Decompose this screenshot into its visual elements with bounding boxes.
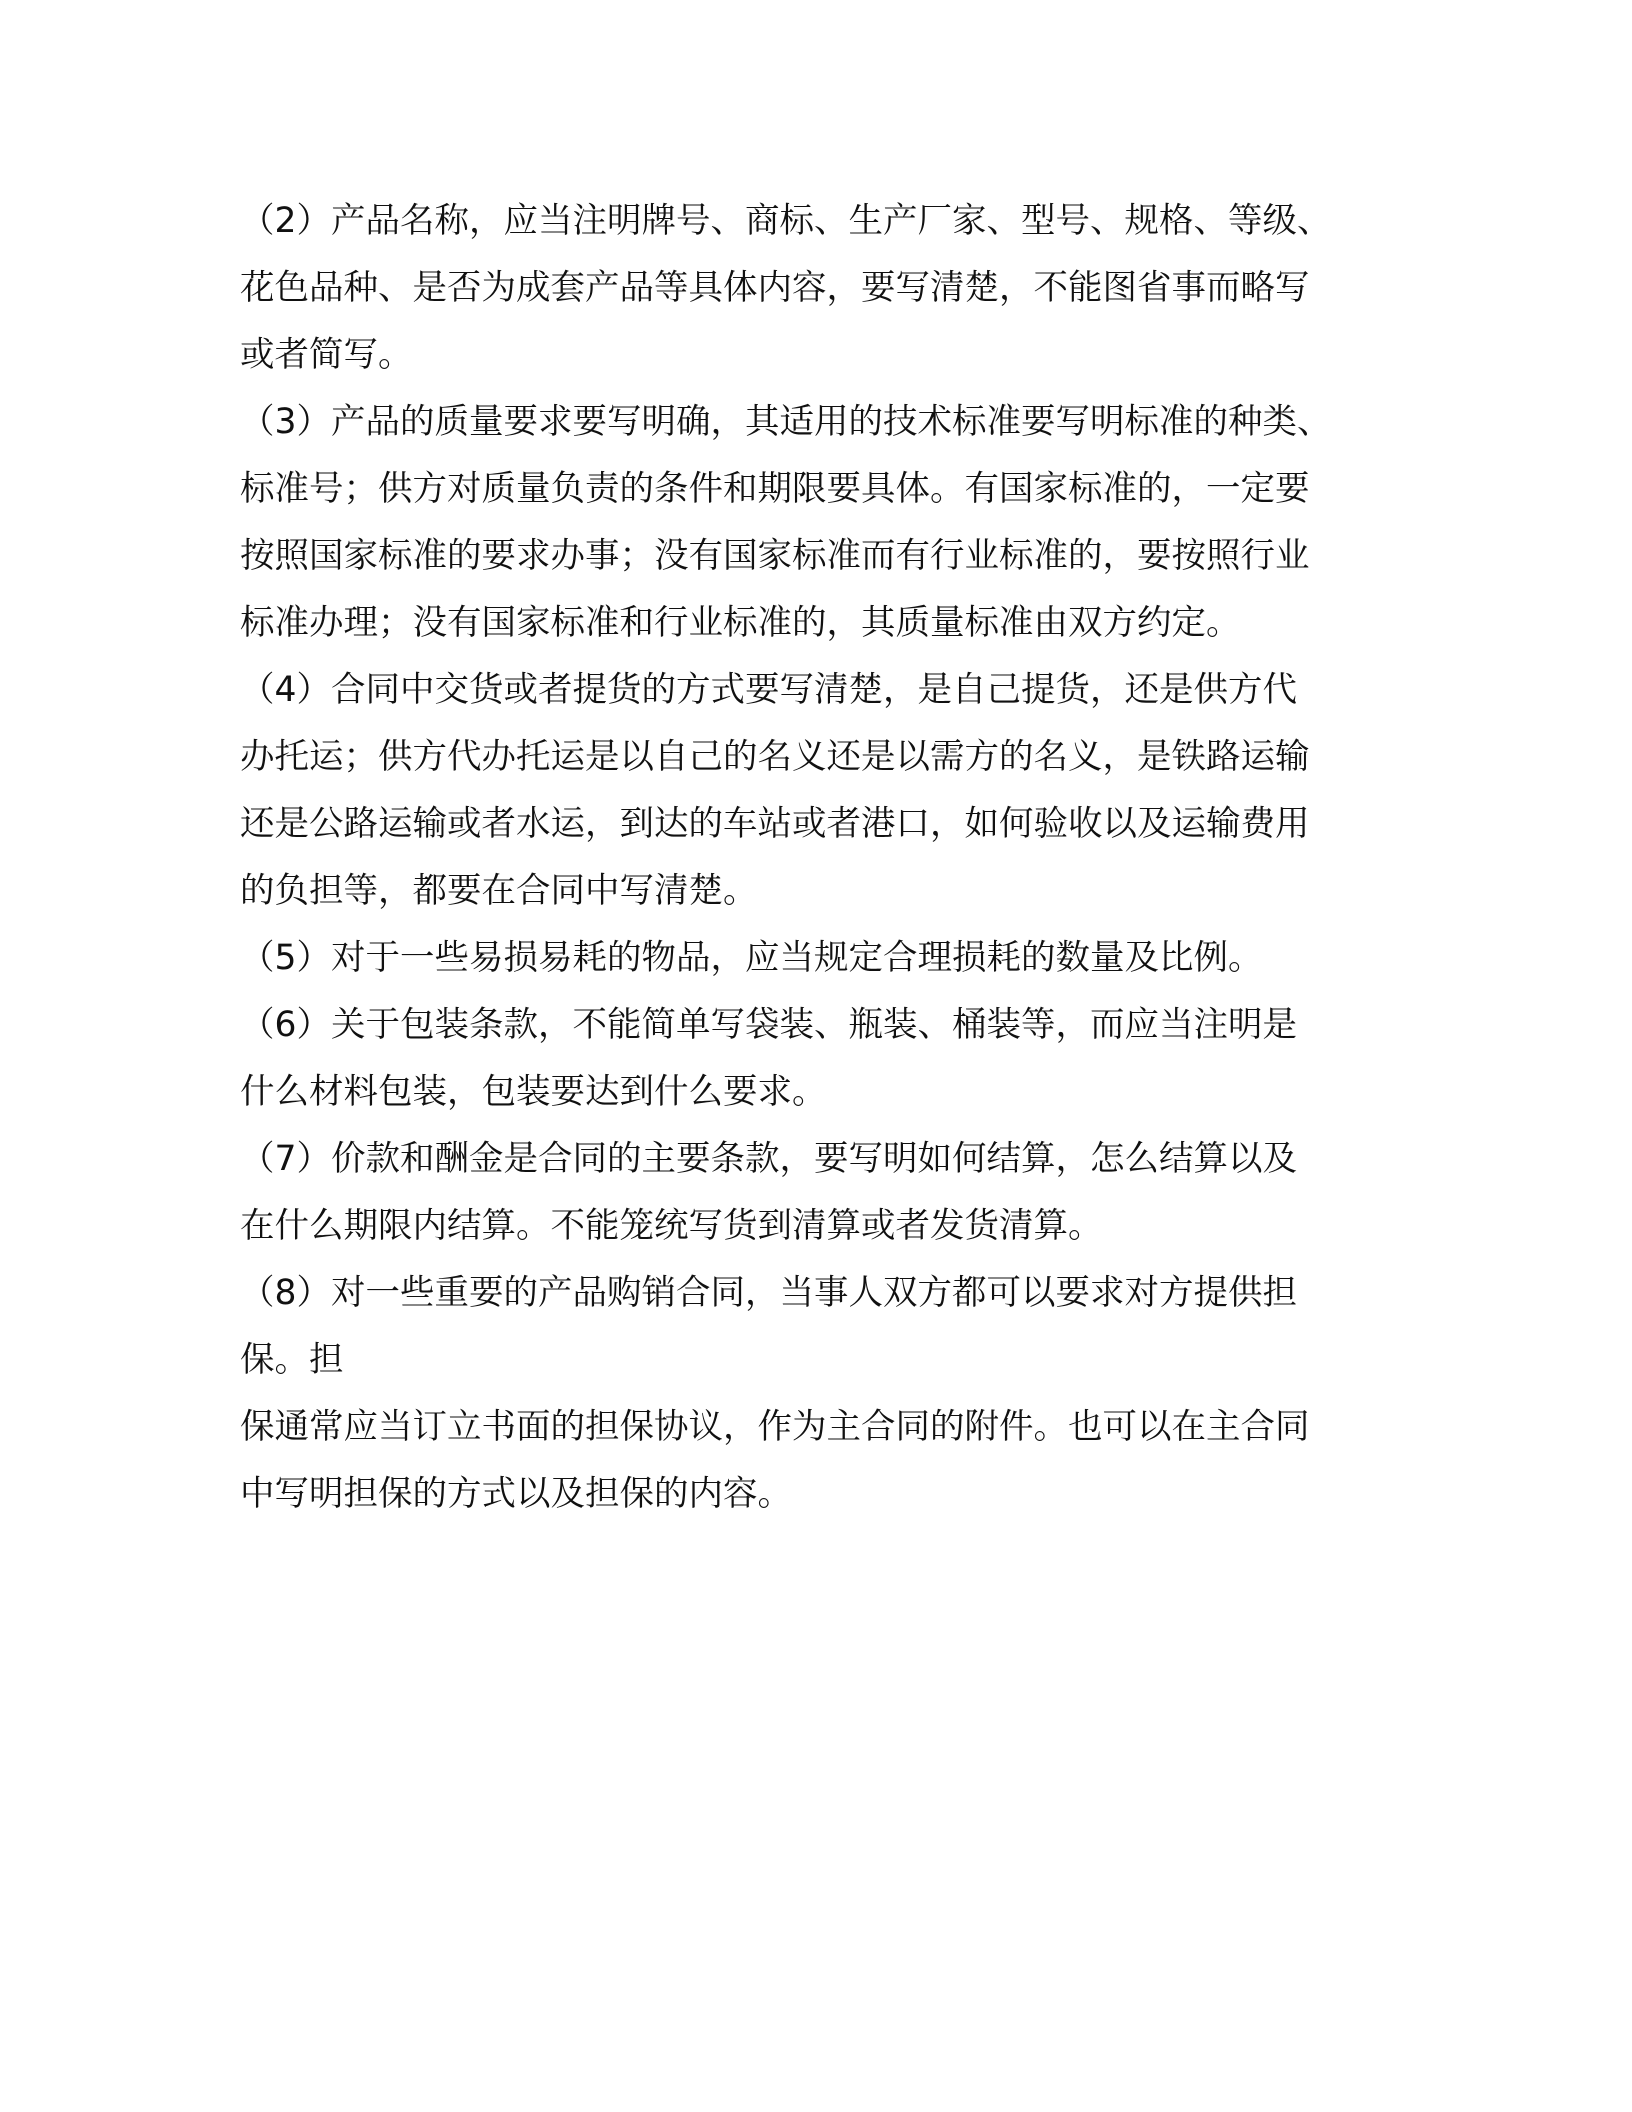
text-line: 按照国家标准的要求办事；没有国家标准而有行业标准的，要按照行业 [240,536,1310,576]
text-line: 中写明担保的方式以及担保的内容。 [240,1474,792,1514]
text-line: 花色品种、是否为成套产品等具体内容，要写清楚，不能图省事而略写 [240,268,1310,308]
text-line: 办托运；供方代办托运是以自己的名义还是以需方的名义，是铁路运输 [240,737,1310,777]
text-line: 在什么期限内结算。不能笼统写货到清算或者发货清算。 [240,1206,1103,1246]
text-line: （5）对于一些易损易耗的物品，应当规定合理损耗的数量及比例。 [240,938,1263,978]
paragraph-2 [240,188,1392,389]
text-line: 或者简写。 [240,335,413,375]
document-body [240,188,1392,1528]
paragraph-5 [240,925,1392,992]
text-line: 还是公路运输或者水运，到达的车站或者港口，如何验收以及运输费用 [240,804,1310,844]
text-line: 标准号；供方对质量负责的条件和期限要具体。有国家标准的，一定要 [240,469,1310,509]
text-line: 保。担 [240,1340,344,1380]
text-line: （3）产品的质量要求要写明确，其适用的技术标准要写明标准的种类、 [240,402,1332,442]
paragraph-3 [240,389,1392,657]
text-line: （4）合同中交货或者提货的方式要写清楚，是自己提货，还是供方代 [240,670,1297,710]
paragraph-4 [240,657,1392,925]
text-line: 保通常应当订立书面的担保协议，作为主合同的附件。也可以在主合同 [240,1407,1310,1447]
paragraph-8 [240,1260,1392,1528]
text-line: （2）产品名称，应当注明牌号、商标、生产厂家、型号、规格、等级、 [240,201,1332,241]
text-line: 的负担等，都要在合同中写清楚。 [240,871,758,911]
paragraph-6 [240,992,1392,1126]
text-line: （7）价款和酬金是合同的主要条款，要写明如何结算，怎么结算以及 [240,1139,1297,1179]
text-line: 什么材料包装，包装要达到什么要求。 [240,1072,827,1112]
text-line: 标准办理；没有国家标准和行业标准的，其质量标准由双方约定。 [240,603,1241,643]
text-line: （8）对一些重要的产品购销合同，当事人双方都可以要求对方提供担 [240,1273,1297,1313]
paragraph-7 [240,1126,1392,1260]
text-line: （6）关于包装条款，不能简单写袋装、瓶装、桶装等，而应当注明是 [240,1005,1297,1045]
